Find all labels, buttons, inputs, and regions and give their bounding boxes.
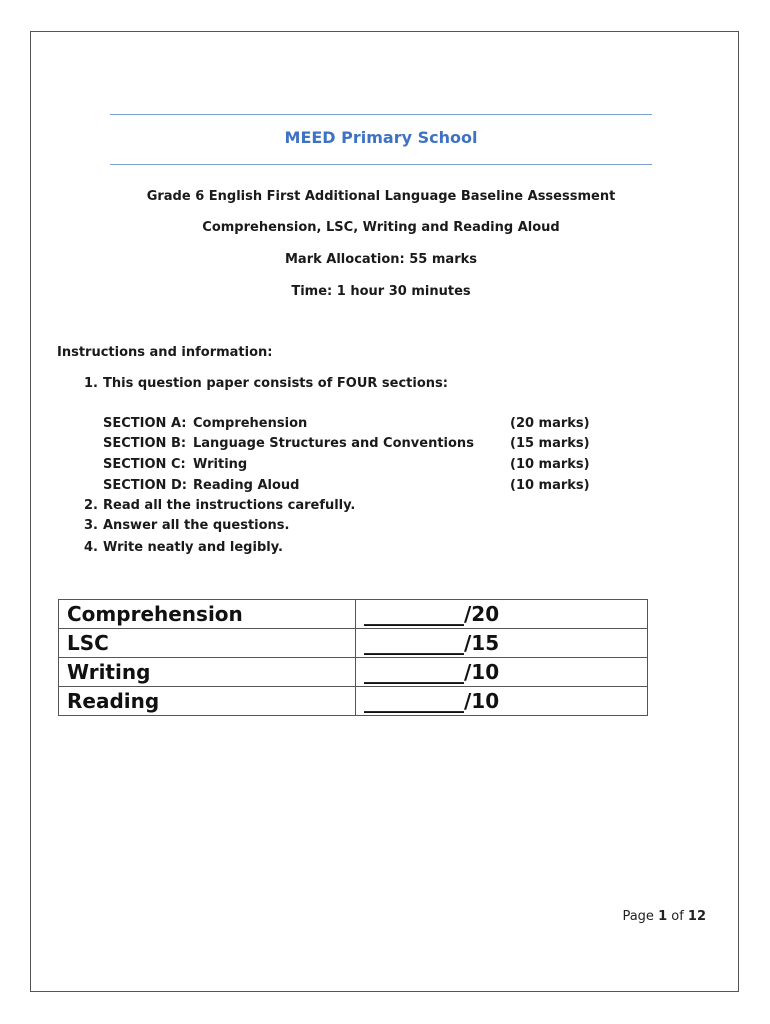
section-code: SECTION C: (103, 457, 186, 472)
time-allowed: Time: 1 hour 30 minutes (291, 284, 471, 299)
section-name: Comprehension (193, 416, 308, 431)
instruction-text: Read all the instructions carefully. (103, 498, 356, 513)
marks-score: __________/10 (356, 687, 648, 716)
instruction-text: Answer all the questions. (103, 518, 290, 533)
section-code: SECTION D: (103, 478, 187, 493)
instructions-heading: Instructions and information: (57, 345, 273, 360)
page-current: 1 (658, 909, 668, 924)
marks-score: __________/10 (356, 658, 648, 687)
page-prefix: Page (622, 909, 659, 924)
section-code: SECTION A: (103, 416, 187, 431)
mark-allocation: Mark Allocation: 55 marks (285, 252, 477, 267)
page-of: of (667, 909, 688, 924)
section-row (103, 457, 603, 475)
assessment-title: Grade 6 English First Additional Language Baseline Assessment (146, 189, 616, 204)
instruction-text: Write neatly and legibly. (103, 540, 283, 555)
marks-score: __________/15 (356, 629, 648, 658)
marks-label: Reading (59, 687, 356, 716)
school-name: MEED Primary School (284, 128, 478, 147)
table-row (59, 600, 648, 629)
assessment-subjects: Comprehension, LSC, Writing and Reading Aloud (202, 220, 560, 235)
instruction-number: 4. (84, 540, 98, 555)
section-name: Language Structures and Conventions (193, 436, 474, 451)
section-row (103, 436, 603, 454)
page-number (622, 909, 706, 924)
marks-label: LSC (59, 629, 356, 658)
section-row (103, 416, 603, 434)
section-name: Writing (193, 457, 248, 472)
instruction-text: This question paper consists of FOUR sections: (103, 376, 448, 391)
section-code: SECTION B: (103, 436, 187, 451)
table-row (59, 658, 648, 687)
instruction-number: 1. (84, 376, 98, 391)
section-marks: (10 marks) (510, 478, 590, 493)
table-row (59, 629, 648, 658)
instruction-number: 2. (84, 498, 98, 513)
marks-label: Writing (59, 658, 356, 687)
section-name: Reading Aloud (193, 478, 300, 493)
section-marks: (10 marks) (510, 457, 590, 472)
section-marks: (15 marks) (510, 436, 590, 451)
instruction-number: 3. (84, 518, 98, 533)
marks-score: __________/20 (356, 600, 648, 629)
table-row (59, 687, 648, 716)
section-marks: (20 marks) (510, 416, 590, 431)
marks-table (58, 599, 648, 716)
section-row (103, 478, 603, 496)
page-total: 12 (687, 909, 706, 924)
marks-label: Comprehension (59, 600, 356, 629)
title-bottom-rule (110, 164, 652, 165)
title-top-rule (110, 114, 652, 115)
